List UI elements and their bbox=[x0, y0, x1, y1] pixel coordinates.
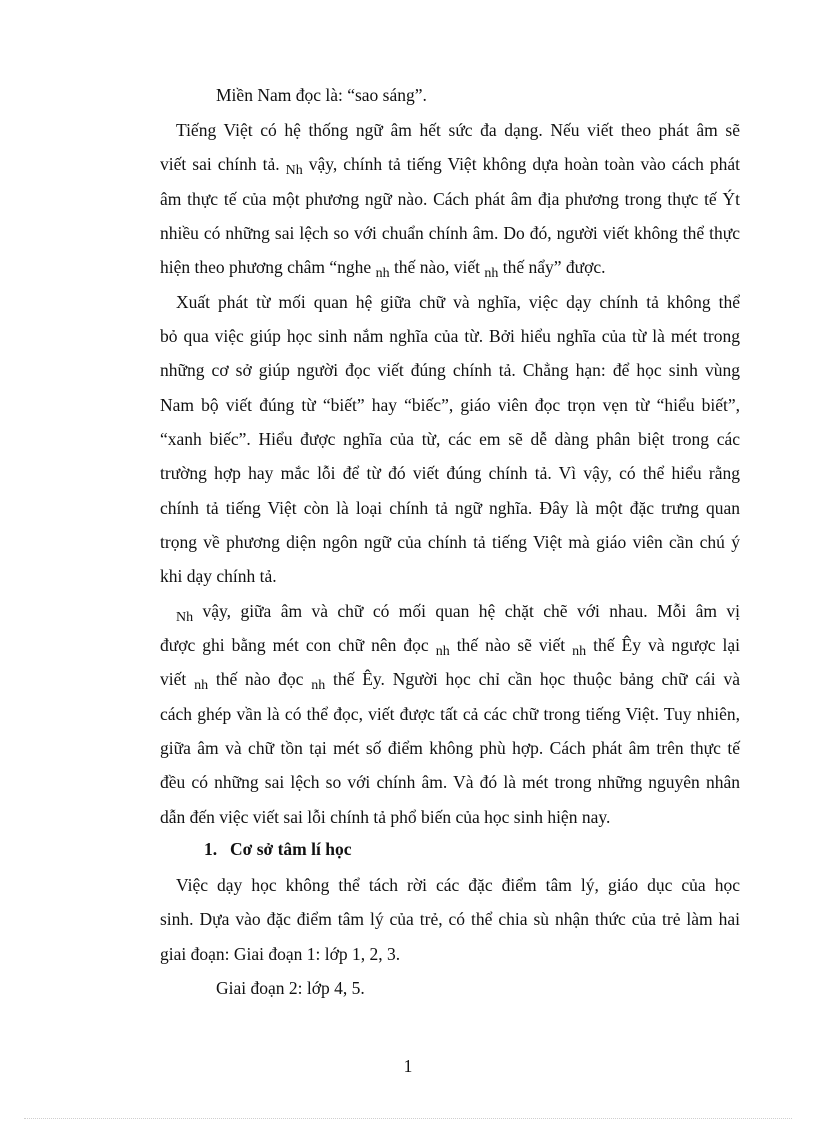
text-line: âm thực tế của một phương ngữ nào. Cách phát âm địa phương trong thực tế Ýt bbox=[160, 189, 740, 209]
text-line: dẫn đến việc viết sai lỗi chính tả phổ biến của học sinh hiện nay. bbox=[160, 807, 611, 827]
text-line: chính tả tiếng Việt còn là loại chính tả ngữ nghĩa. Đây là một đặc trưng quan bbox=[160, 498, 740, 518]
section-title: Cơ sở tâm lí học bbox=[230, 839, 352, 859]
text-line: Tiếng Việt có hệ thống ngữ âm hết sức đa dạng. Nếu viết theo phát âm sẽ bbox=[176, 120, 740, 140]
text-line: giữa âm và chữ tồn tại mét số điểm không phù hợp. Cách phát âm trên thực tế bbox=[160, 738, 740, 758]
text-line: được ghi bằng mét con chữ nên đọc $_{nh}$ thế nào sẽ viết $_{nh}$ thế Êy và ngược lại bbox=[160, 635, 740, 659]
text-line: khi dạy chính tả. bbox=[160, 566, 277, 586]
text-line: “xanh biếc”. Hiểu được nghĩa của từ, các em sẽ dễ dàng phân biệt trong các bbox=[160, 429, 740, 449]
text-line: bỏ qua việc giúp học sinh nắm nghĩa của từ. Bởi hiểu nghĩa của từ là mét trong bbox=[160, 326, 740, 346]
text-line: trường hợp hay mắc lỗi để từ đó viết đúng chính tả. Vì vậy, có thể hiểu rằng bbox=[160, 463, 740, 483]
text-line: đều có những sai lệch so với chính âm. Và đó là mét trong những nguyên nhân bbox=[160, 772, 740, 792]
text-line: Giai đoạn 2: lớp 4, 5. bbox=[216, 978, 365, 998]
section-number: 1. bbox=[204, 839, 218, 859]
text-line: những cơ sở giúp người đọc viết đúng chính tả. Chẳng hạn: để học sinh vùng bbox=[160, 360, 740, 380]
text-line: viết sai chính tả. $_{Nh}$ vậy, chính tả tiếng Việt không dựa hoàn toàn vào cách phát bbox=[160, 154, 740, 178]
text-line: cách ghép vần là có thể đọc, viết được tất cả các chữ trong tiếng Việt. Tuy nhiên, bbox=[160, 704, 740, 724]
page-border-dotted bbox=[24, 1118, 792, 1119]
text-line: sinh. Dựa vào đặc điểm tâm lý của trẻ, có thể chia sù nhận thức của trẻ làm hai bbox=[160, 909, 740, 929]
text-line: Miền Nam đọc là: “sao sáng”. bbox=[216, 85, 427, 105]
text-line: giai đoạn: Giai đoạn 1: lớp 1, 2, 3. bbox=[160, 944, 401, 964]
section-heading bbox=[204, 838, 351, 860]
text-line: $_{Nh}$ vậy, giữa âm và chữ có mối quan hệ chặt chẽ với nhau. Mỗi âm vị bbox=[176, 601, 740, 625]
text-line: trọng về phương diện ngôn ngữ của chính tả tiếng Việt mà giáo viên cần chú ý bbox=[160, 532, 740, 552]
text-line: viết $_{nh}$ thế nào đọc $_{nh}$ thế Êy. Người học chỉ cần học thuộc bảng chữ cái và bbox=[160, 669, 740, 693]
text-line: Việc dạy học không thể tách rời các đặc điểm tâm lý, giáo dục của học bbox=[176, 875, 740, 895]
text-line: nhiều có những sai lệch so với chuẩn chính âm. Do đó, người viết không thể thực bbox=[160, 223, 740, 243]
page-number: 1 bbox=[403, 1056, 413, 1076]
text-line: Nam bộ viết đúng từ “biết” hay “biếc”, giáo viên đọc trọn vẹn từ “hiểu biết”, bbox=[160, 395, 740, 415]
text-line: hiện theo phương châm “nghe $_{nh}$ thế nào, viết $_{nh}$ thế nẩy” được. bbox=[160, 257, 606, 281]
text-line: Xuất phát từ mối quan hệ giữa chữ và nghĩa, việc dạy chính tả không thể bbox=[176, 292, 740, 312]
